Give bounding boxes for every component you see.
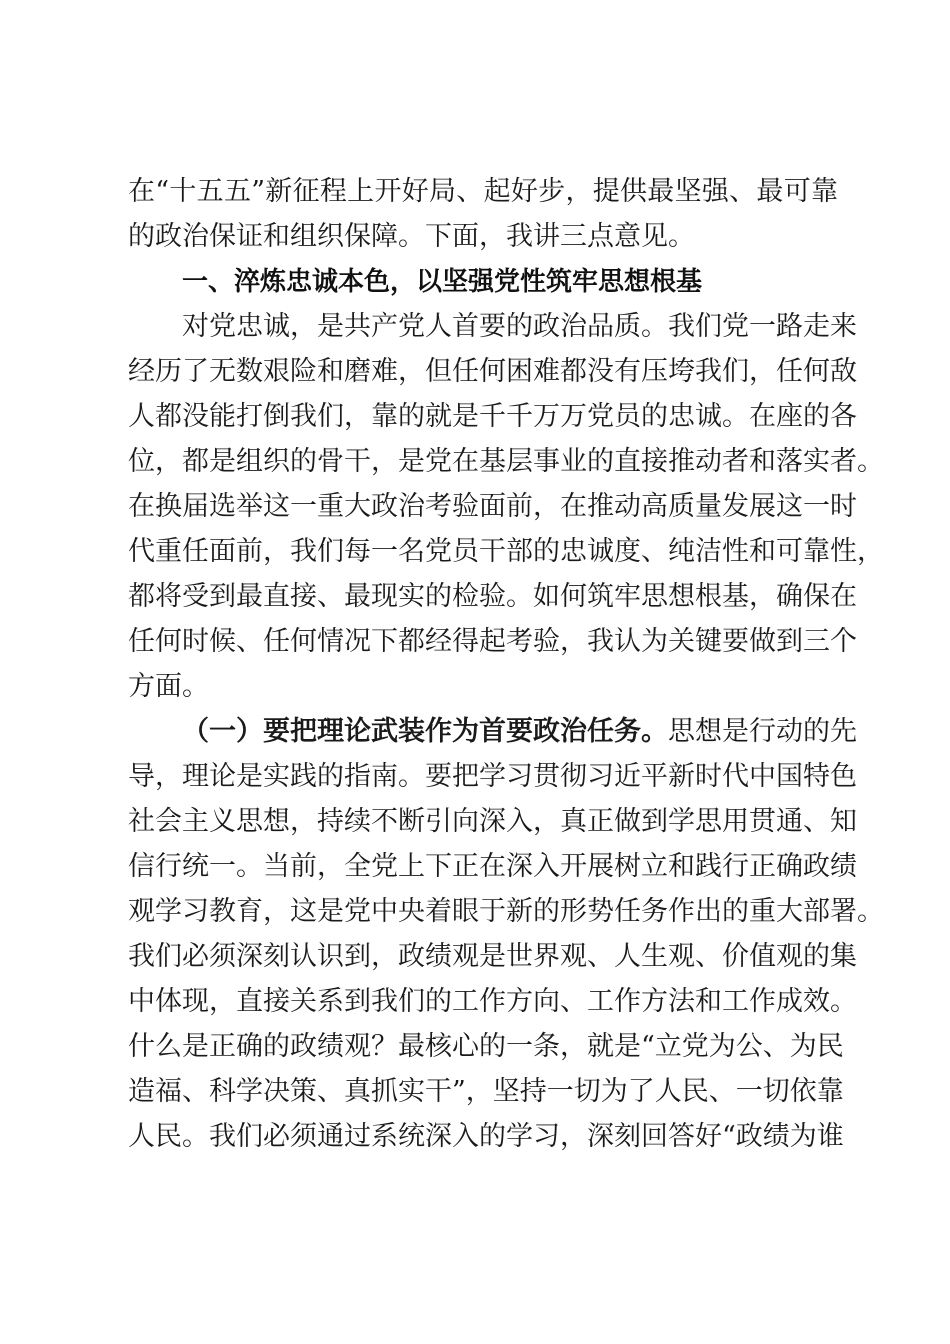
body-text-line: 方面。	[128, 671, 209, 702]
body-text-run: 思想是行动的先	[668, 716, 857, 747]
body-text-line: 人民。我们必须通过系统深入的学习，深刻回答好“政绩为谁	[128, 1121, 844, 1152]
body-text-line: 对党忠诚，是共产党人首要的政治品质。我们党一路走来	[182, 311, 857, 342]
body-text-line: 社会主义思想，持续不断引向深入，真正做到学思用贯通、知	[128, 806, 857, 837]
body-text-line: 经历了无数艰险和磨难，但任何困难都没有压垮我们，任何敌	[128, 356, 857, 387]
body-text-line: 什么是正确的政绩观？最核心的一条，就是“立党为公、为民	[128, 1031, 844, 1062]
body-text-line: 位，都是组织的骨干，是党在基层事业的直接推动者和落实者。	[128, 446, 884, 477]
body-text-line: 在“十五五”新征程上开好局、起好步，提供最坚强、最可靠	[128, 176, 838, 207]
body-text-line: 在换届选举这一重大政治考验面前，在推动高质量发展这一时	[128, 491, 857, 522]
body-text-line: 都将受到最直接、最现实的检验。如何筑牢思想根基，确保在	[128, 581, 857, 612]
body-text-line: 我们必须深刻认识到，政绩观是世界观、人生观、价值观的集	[128, 941, 857, 972]
body-text-line: 代重任面前，我们每一名党员干部的忠诚度、纯洁性和可靠性，	[128, 536, 884, 567]
body-text-line: 任何时候、任何情况下都经得起考验，我认为关键要做到三个	[128, 626, 857, 657]
body-text-line: 的政治保证和组织保障。下面，我讲三点意见。	[128, 221, 695, 252]
body-text-line: 中体现，直接关系到我们的工作方向、工作方法和工作成效。	[128, 986, 857, 1017]
body-text-line: 观学习教育，这是党中央着眼于新的形势任务作出的重大部署。	[128, 896, 884, 927]
subsection-paragraph-start	[182, 710, 857, 754]
section-heading: 一、淬炼忠诚本色，以坚强党性筑牢思想根基	[182, 267, 703, 297]
body-text-line: 导，理论是实践的指南。要把学习贯彻习近平新时代中国特色	[128, 761, 857, 792]
body-text-line: 人都没能打倒我们，靠的就是千千万万党员的忠诚。在座的各	[128, 401, 857, 432]
subsection-heading: （一）要把理论武装作为首要政治任务。	[182, 716, 668, 747]
body-text-line: 信行统一。当前，全党上下正在深入开展树立和践行正确政绩	[128, 851, 857, 882]
body-text-line: 造福、科学决策、真抓实干”，坚持一切为了人民、一切依靠	[128, 1076, 844, 1107]
